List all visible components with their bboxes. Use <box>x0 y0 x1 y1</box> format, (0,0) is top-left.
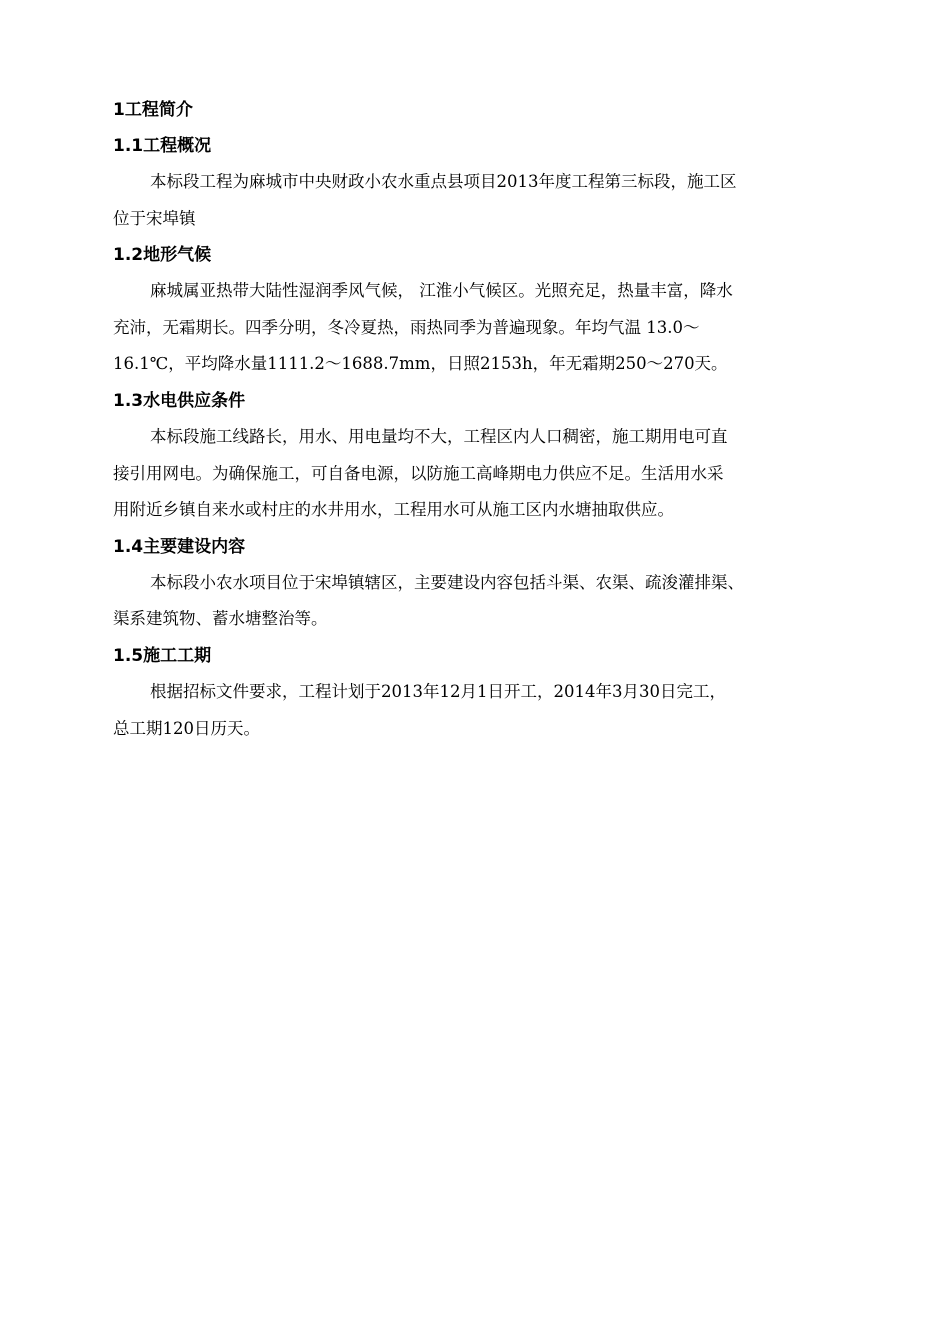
section-heading: 1.3水电供应条件 <box>113 390 246 411</box>
section-overview <box>113 128 853 237</box>
section-utilities <box>113 383 853 529</box>
paragraph <box>113 419 853 529</box>
section-climate <box>113 237 853 383</box>
paragraph-line: 本标段施工线路长，用水、用电量均不大，工程区内人口稠密，施工期用电可直 <box>150 426 728 446</box>
document-body <box>113 92 853 747</box>
paragraph-line: 16.1℃，平均降水量1111.2～1688.7mm，日照2153h，年无霜期250～270天。 <box>113 354 728 374</box>
paragraph-line: 位于宋埠镇 <box>113 208 196 228</box>
paragraph-line: 渠系建筑物、蓄水塘整治等。 <box>113 609 328 629</box>
paragraph-line: 根据招标文件要求，工程计划于2013年12月1日开工，2014年3月30日完工， <box>150 681 726 701</box>
section-heading: 1.2地形气候 <box>113 245 212 266</box>
paragraph <box>113 164 853 237</box>
paragraph-line: 用附近乡镇自来水或村庄的水井用水，工程用水可从施工区内水塘抽取供应。 <box>113 500 674 520</box>
paragraph-line: 本标段小农水项目位于宋埠镇辖区，主要建设内容包括斗渠、农渠、疏浚灌排渠、 <box>150 572 744 592</box>
section-heading: 1.1工程概况 <box>113 136 212 156</box>
section-construction-content <box>113 529 853 638</box>
paragraph <box>113 565 853 638</box>
paragraph-line: 总工期120日历天。 <box>113 718 260 738</box>
document-title: 1工程简介 <box>113 100 193 120</box>
paragraph-line: 充沛，无霜期长。四季分明，冬冷夏热，雨热同季为普遍现象。年均气温 13.0～ <box>113 317 700 337</box>
paragraph-line: 麻城属亚热带大陆性湿润季风气候， 江淮小气候区。光照充足，热量丰富，降水 <box>150 281 733 301</box>
paragraph-line: 接引用网电。为确保施工，可自备电源，以防施工高峰期电力供应不足。生活用水采 <box>113 463 724 483</box>
paragraph <box>113 674 853 747</box>
section-schedule <box>113 638 853 747</box>
section-heading: 1.4主要建设内容 <box>113 536 246 557</box>
paragraph-line: 本标段工程为麻城市中央财政小农水重点县项目2013年度工程第三标段，施工区 <box>150 172 737 191</box>
paragraph <box>113 273 853 383</box>
section-heading: 1.5施工工期 <box>113 645 212 666</box>
